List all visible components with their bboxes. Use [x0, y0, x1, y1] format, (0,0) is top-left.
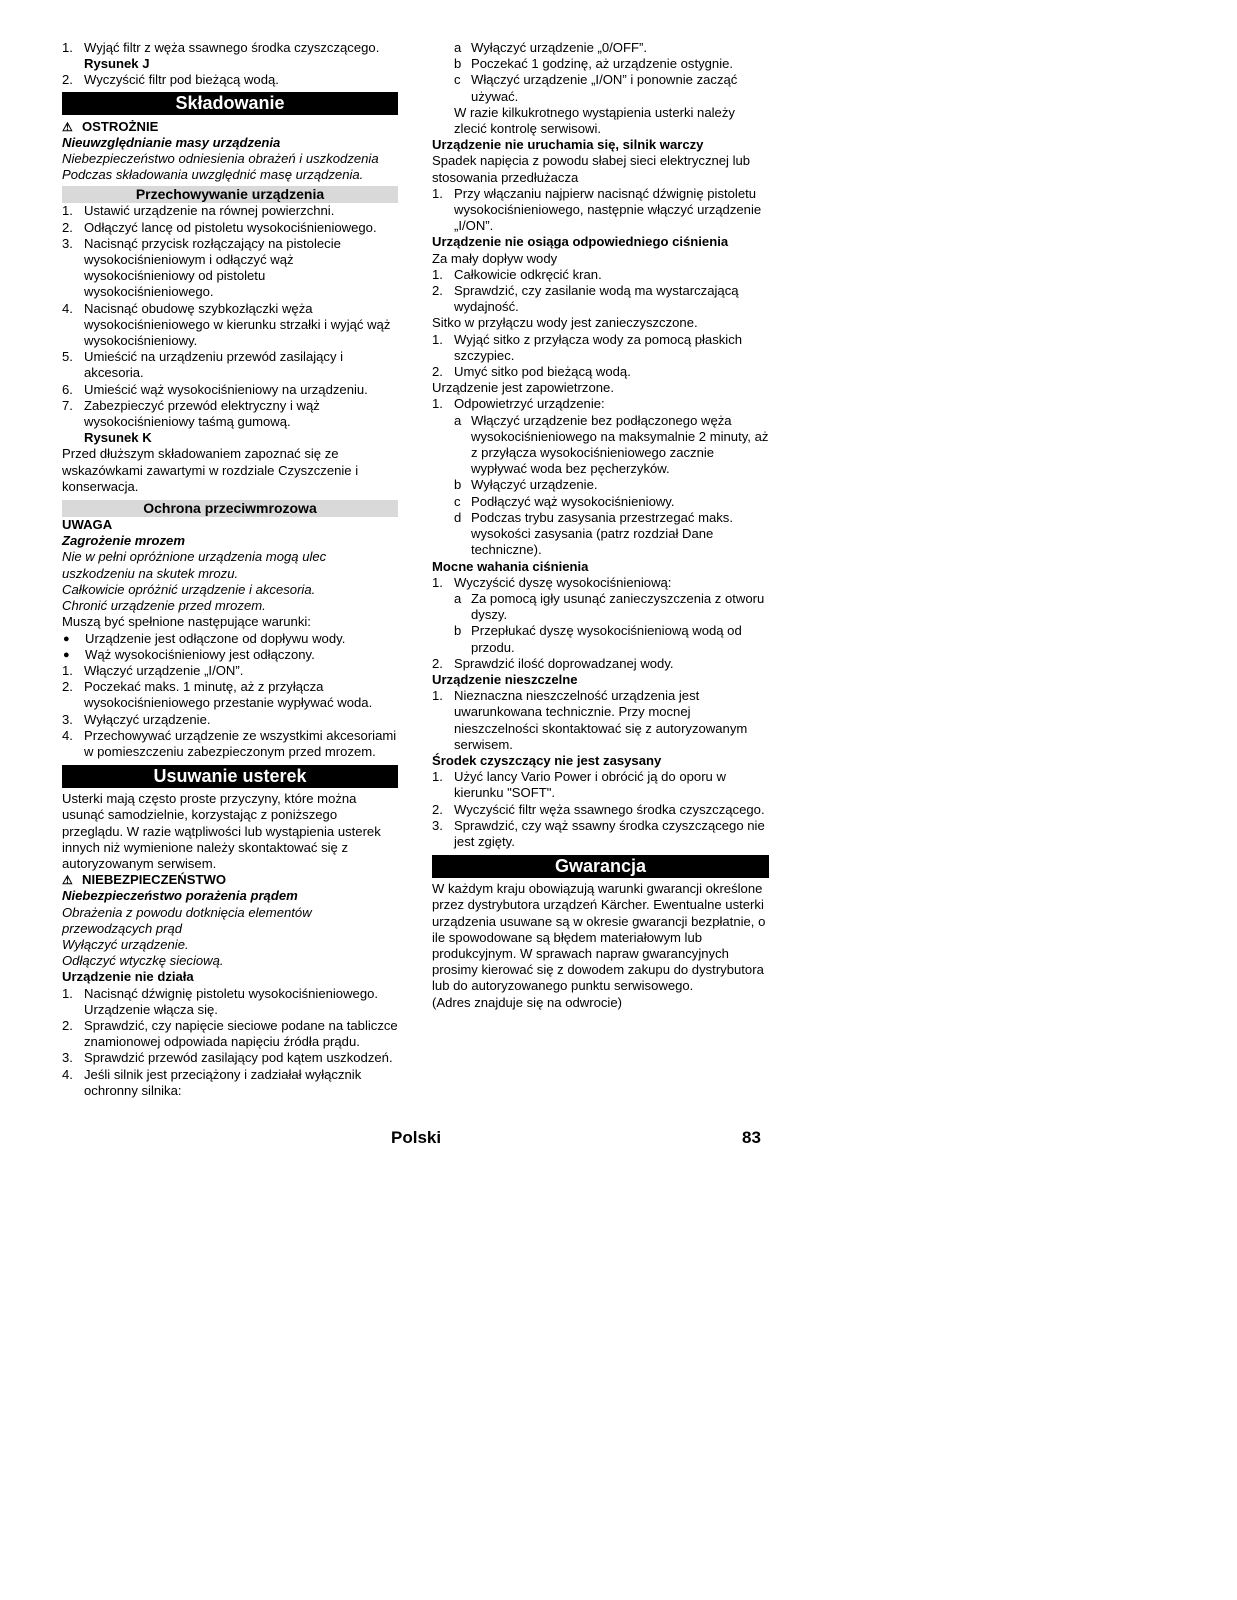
right-column [432, 40, 769, 1011]
item-text: Podczas trybu zasysania przestrzegać maks. wysokości zasysania (patrz rozdział Dane techniczne). [471, 509, 733, 558]
fault-title: Urządzenie nie uruchamia się, silnik warczy [432, 137, 704, 153]
sub-list-item [432, 494, 769, 510]
warning-icon: ⚠ [62, 873, 73, 888]
item-number: 1. [432, 185, 443, 201]
fault-steps [432, 688, 769, 753]
item-number: a [454, 590, 462, 606]
list-item: 2. Wyczyścić filtr pod bieżącą wodą. [62, 72, 279, 88]
danger-text: Odłączyć wtyczkę sieciową. [62, 953, 224, 969]
list-item [62, 349, 398, 381]
item-number: 3. [62, 711, 73, 727]
bullet-icon: ● [63, 648, 70, 661]
fault-steps [432, 656, 769, 672]
page-number: 83 [742, 1128, 761, 1147]
fault-steps [432, 396, 769, 412]
sub-list-item [432, 413, 769, 478]
sub-list-item [432, 56, 769, 72]
fault-steps [432, 769, 769, 850]
item-number: 3. [432, 817, 443, 833]
fault-steps [432, 186, 769, 235]
item-number: 4. [62, 727, 73, 743]
item-number: 1. [432, 574, 443, 590]
fault-title: Urządzenie nieszczelne [432, 671, 578, 687]
list-item [62, 1050, 398, 1066]
list-item [432, 818, 769, 850]
item-number: b [454, 477, 462, 493]
item-text: Nieznaczna nieszczelność urządzenia jest uwarunkowana technicznie. Przy mocnej nieszczelności skontaktować się z autoryzowanym serwisem. [454, 688, 748, 752]
danger-title: Niebezpieczeństwo porażenia prądem [62, 888, 298, 904]
item-number: 2. [432, 364, 443, 380]
list-item [432, 575, 769, 591]
list-item [432, 656, 769, 672]
item-text: Wyłączyć urządzenie. [84, 711, 211, 727]
section-title-storage: Składowanie [62, 92, 398, 115]
item-text: Ustawić urządzenie na równej powierzchni. [84, 203, 335, 219]
list-item [432, 283, 769, 315]
item-number: 1. [62, 985, 73, 1001]
item-text: Włączyć urządzenie „I/ON” i ponownie zacząć używać. [471, 72, 738, 104]
item-number: 2. [62, 1017, 73, 1033]
caution-text: Niebezpieczeństwo odniesienia obrażeń i uszkodzenia [62, 151, 379, 167]
item-number: a [454, 40, 462, 55]
fault-cause: Sitko w przyłączu wody jest zanieczyszczone. [432, 315, 698, 331]
item-text: Wyłączyć urządzenie. [471, 477, 598, 493]
item-number: 3. [62, 1050, 73, 1066]
item-number: 1. [62, 662, 73, 678]
fault-cause: Urządzenie jest zapowietrzone. [432, 380, 614, 396]
item-text: Umieścić na urządzeniu przewód zasilający i akcesoria. [84, 349, 344, 381]
sub-list-item [432, 40, 769, 56]
item-text: Sprawdzić przewód zasilający pod kątem uszkodzeń. [84, 1050, 393, 1066]
warning-text: Chronić urządzenie przed mrozem. [62, 598, 266, 614]
fault-title: Urządzenie nie osiąga odpowiedniego ciśnienia [432, 234, 729, 250]
bullet-item: ● Wąż wysokociśnieniowy jest odłączony. [63, 646, 315, 662]
item-number: c [454, 493, 461, 509]
item-text: Włączyć urządzenie bez podłączonego węża wysokociśnieniowego na maksymalnie 2 minuty, aż z przyłącza wysokociśnieniowego zacznie wypływać woda bez pęcherzyków. [471, 412, 769, 477]
fault-steps [62, 986, 398, 1099]
item-text: Przy włączaniu najpierw nacisnąć dźwignię pistoletu wysokociśnieniowego, następnie włączyć urządzenie „I/ON”. [454, 185, 762, 234]
fault-title: Urządzenie nie działa [62, 969, 194, 985]
subsection-title: Przechowywanie urządzenia [62, 186, 398, 203]
item-text: Wyłączyć urządzenie „0/OFF”. [471, 40, 647, 55]
section-title-warranty: Gwarancja [432, 855, 769, 878]
item-text: Jeśli silnik jest przeciążony i zadziałał wyłącznik ochronny silnika: [84, 1066, 362, 1098]
item-text: Sprawdzić, czy napięcie sieciowe podane na tabliczce znamionowej odpowiada napięciu źródła prądu. [84, 1017, 398, 1050]
fault-substeps [432, 591, 769, 656]
caution-title: Nieuwzględnianie masy urządzenia [62, 134, 281, 150]
sub-list-item [432, 623, 769, 655]
warning-icon: ⚠ [62, 119, 73, 134]
danger-heading: ⚠ NIEBEZPIECZEŃSTWO [62, 872, 227, 888]
fault-cause: Za mały dopływ wody [432, 250, 558, 266]
item-number: 3. [62, 235, 73, 251]
item-text: Nacisnąć dźwignię pistoletu wysokociśnieniowego. Urządzenie włącza się. [84, 985, 379, 1017]
item-text: Za pomocą igły usunąć zanieczyszczenia z otworu dyszy. [471, 590, 765, 623]
frost-steps [62, 663, 398, 760]
warning-title: Zagrożenie mrozem [62, 533, 185, 549]
list-item [62, 1018, 398, 1050]
list-item [62, 236, 398, 301]
warning-text: Całkowicie opróżnić urządzenie i akcesoria. [62, 581, 316, 597]
list-item [432, 769, 769, 801]
section-title-troubleshooting: Usuwanie usterek [62, 765, 398, 788]
list-item [432, 332, 769, 364]
troubleshooting-intro: Usterki mają często proste przyczyny, które można usunąć samodzielnie, korzystając z poniższego przeglądu. W razie wątpliwości lub wystąpienia usterek innych niż wymienione należy skontaktować się z autoryzowanym serwisem. [62, 791, 381, 871]
list-item [62, 203, 398, 219]
motor-note: W razie kilkukrotnego wystąpienia usterki należy zlecić kontrolę serwisowi. [454, 104, 735, 137]
warranty-address: (Adres znajduje się na odwrocie) [432, 994, 622, 1010]
list-item [432, 688, 769, 753]
footer-language: Polski [391, 1128, 442, 1147]
item-text: Sprawdzić, czy zasilanie wodą ma wystarczającą wydajność. [454, 283, 739, 315]
item-text: Nacisnąć przycisk rozłączający na pistolecie wysokociśnieniowym i odłączyć wąż wysokociśnieniowy od pistoletu wysokociśnieniowego. [84, 235, 341, 300]
item-text: Wyjąć sitko z przyłącza wody za pomocą płaskich szczypiec. [454, 331, 743, 363]
item-text: Poczekać 1 godzinę, aż urządzenie ostygnie. [471, 56, 734, 72]
item-text: Odłączyć lancę od pistoletu wysokociśnieniowego. [84, 219, 377, 235]
bullet-item: ● Urządzenie jest odłączone od dopływu wody. [63, 630, 346, 646]
list-item [432, 267, 769, 283]
figure-ref: Rysunek J [84, 56, 150, 72]
item-text: Wyczyścić dyszę wysokociśnieniową: [454, 574, 672, 590]
fault-substeps [432, 413, 769, 559]
item-number: 4. [62, 300, 73, 316]
item-text: Umyć sitko pod bieżącą wodą. [454, 364, 631, 380]
list-item [62, 986, 398, 1018]
item-text: Wyczyścić filtr węża ssawnego środka czyszczącego. [454, 801, 765, 817]
item-number: 1. [432, 396, 443, 412]
fault-title: Środek czyszczący nie jest zasysany [432, 752, 662, 768]
storage-note: Przed dłuższym składowaniem zapoznać się ze wskazówkami zawartymi w rozdziale Czyszczenie i konserwacja. [62, 446, 359, 494]
item-text: Użyć lancy Vario Power i obrócić ją do oporu w kierunku "SOFT". [454, 769, 726, 801]
sub-list-item [432, 591, 769, 623]
item-text: Sprawdzić ilość doprowadzanej wody. [454, 655, 674, 671]
warranty-text: W każdym kraju obowiązują warunki gwarancji określone przez dystrybutora urządzeń Kärcher. Ewentualne usterki urządzenia usuwane są w okresie gwarancji bezpłatnie, o ile spowodowane są błędem materiałowym lub produkcyjnym. W sprawach napraw gwarancyjnych prosimy kierować się z dowodem zakupu do dystrybutora lub do autoryzowanego punktu serwisowego. [432, 881, 766, 994]
sub-list-item [432, 72, 769, 104]
item-text: Podłączyć wąż wysokociśnieniowy. [471, 493, 675, 509]
item-number: 6. [62, 381, 73, 397]
warning-label: UWAGA [62, 517, 113, 533]
item-number: d [454, 509, 462, 525]
item-number: 2. [62, 679, 73, 695]
item-number: 1. [62, 203, 73, 219]
sub-list-item [432, 477, 769, 493]
sub-list-item [432, 510, 769, 559]
item-text: Sprawdzić, czy wąż ssawny środka czyszczącego nie jest zgięty. [454, 817, 765, 849]
list-item [62, 663, 398, 679]
item-number: 1. [432, 331, 443, 347]
list-item [432, 186, 769, 235]
fault-cause: Spadek napięcia z powodu słabej sieci elektrycznej lub stosowania przedłużacza [432, 153, 751, 185]
item-number: 2. [432, 283, 443, 299]
item-number: 2. [432, 655, 443, 671]
fault-title: Mocne wahania ciśnienia [432, 558, 589, 574]
item-text: Umieścić wąż wysokociśnieniowy na urządzeniu. [84, 381, 368, 397]
list-item [62, 301, 398, 350]
storage-steps [62, 203, 398, 430]
item-number: 2. [432, 801, 443, 817]
item-text: Przepłukać dyszę wysokociśnieniową wodą od przodu. [471, 623, 742, 655]
item-number: b [454, 623, 462, 639]
item-text: Nacisnąć obudowę szybkozłączki węża wysokociśnieniowego w kierunku strzałki i wyjąć wąż wysokociśnieniowy. [84, 300, 391, 349]
item-number: b [454, 56, 462, 72]
list-item [62, 712, 398, 728]
caution-text: Podczas składowania uwzględnić masę urządzenia. [62, 167, 364, 183]
item-number: 7. [62, 397, 73, 413]
item-text: Włączyć urządzenie „I/ON”. [84, 662, 244, 678]
item-text: Odpowietrzyć urządzenie: [454, 396, 605, 412]
list-item [62, 398, 398, 430]
figure-ref: Rysunek K [84, 430, 152, 446]
item-number: a [454, 412, 462, 428]
bullet-icon: ● [63, 632, 70, 645]
list-item [62, 382, 398, 398]
list-item [432, 802, 769, 818]
item-number: 1. [432, 266, 443, 282]
list-item [432, 364, 769, 380]
item-number: 5. [62, 349, 73, 365]
item-text: Poczekać maks. 1 minutę, aż z przyłącza wysokociśnieniowego przestanie wypływać woda. [84, 679, 373, 711]
fault-steps [432, 267, 769, 316]
item-number: c [454, 72, 461, 88]
list-item: 1. Wyjąć filtr z węża ssawnego środka czyszczącego. [62, 40, 380, 55]
list-item [62, 679, 398, 711]
caution-heading: ⚠ OSTROŻNIE [62, 118, 159, 134]
left-column [62, 40, 398, 1099]
danger-text: Obrażenia z powodu dotknięcia elementów przewodzących prąd [62, 904, 312, 936]
fault-steps [432, 332, 769, 381]
motor-steps [432, 40, 769, 105]
warning-text: Nie w pełni opróżnione urządzenia mogą ulec uszkodzeniu na skutek mrozu. [62, 549, 327, 581]
item-number: 1. [432, 688, 443, 704]
item-number: 2. [62, 219, 73, 235]
item-number: 1. [432, 769, 443, 785]
item-text: Zabezpieczyć przewód elektryczny i wąż wysokociśnieniowy taśmą gumową. [84, 397, 320, 430]
item-text: Przechowywać urządzenie ze wszystkimi akcesoriami w pomieszczeniu zabezpieczonym przed mrozem. [84, 727, 397, 759]
list-item [432, 396, 769, 412]
subsection-title: Ochrona przeciwmrozowa [62, 500, 398, 517]
fault-steps [432, 575, 769, 591]
item-text: Całkowicie odkręcić kran. [454, 266, 602, 282]
list-item [62, 728, 398, 760]
item-number: 4. [62, 1066, 73, 1082]
list-item [62, 1067, 398, 1099]
list-item [62, 220, 398, 236]
danger-text: Wyłączyć urządzenie. [62, 936, 189, 952]
conditions-intro: Muszą być spełnione następujące warunki: [62, 614, 311, 630]
